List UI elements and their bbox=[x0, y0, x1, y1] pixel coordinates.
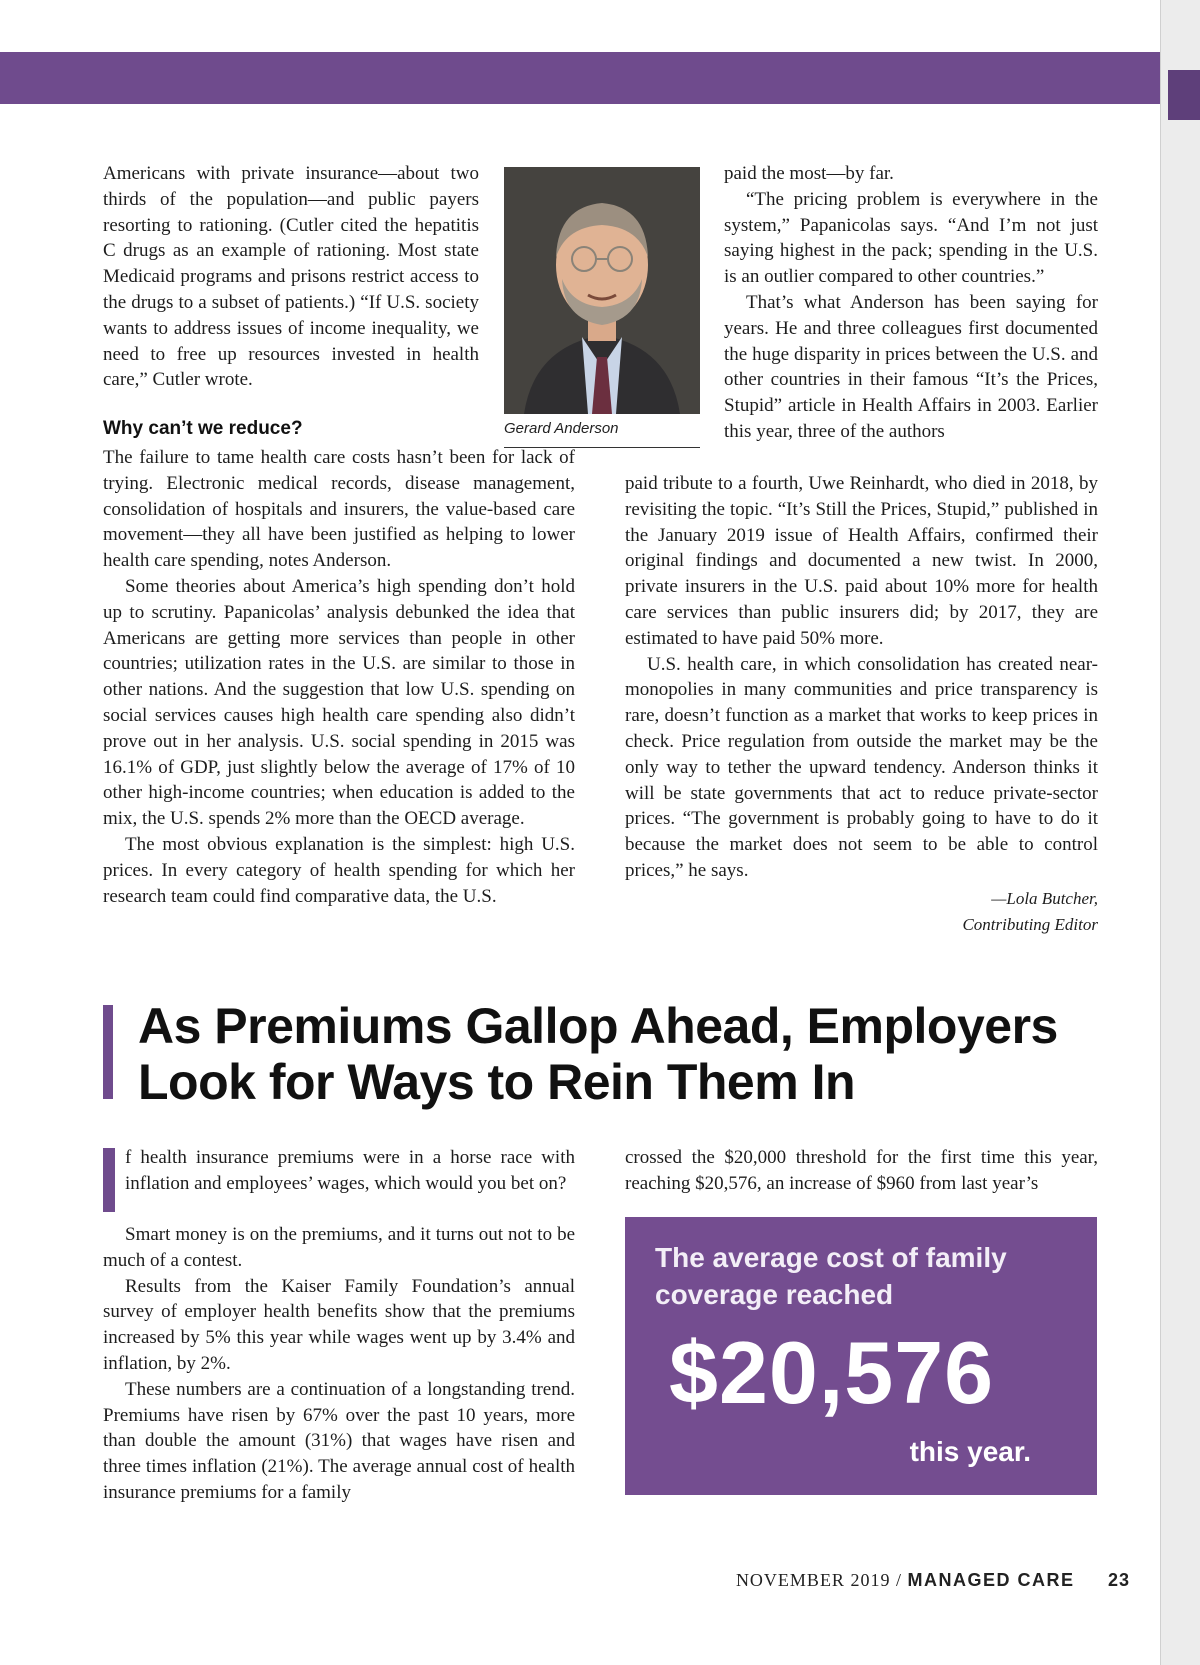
article-first-paragraph bbox=[125, 1145, 575, 1197]
paragraph: Some theories about America’s high spending don’t hold up to scrutiny. Papanicolas’ analysis debunked the idea that Americans are getting more services than people in other countries; utilization rates in the U.S. are similar to those in other nations. And the suggestion that low U.S. spending on social services causes high health care spending also didn’t prove out in her analysis. U.S. social spending in 2015 was 16.1% of GDP, just slightly below the average of 17% of 10 other high-income countries; when education is added to the mix, the U.S. spends 2% more than the OECD average. bbox=[103, 575, 575, 830]
page-edge-gutter bbox=[1160, 0, 1200, 1665]
footer-date: NOVEMBER 2019 / bbox=[735, 1570, 902, 1590]
paragraph: These numbers are a continuation of a longstanding trend. Premiums have risen by 67% over the past 10 years, more than double the amount (31%) that wages have risen and three times inflation (21%). The average annual cost of health insurance premiums for a family bbox=[103, 1378, 575, 1503]
paragraph: paid the most—by far. bbox=[724, 163, 894, 184]
headline-line-1: As Premiums Gallop Ahead, Employers bbox=[138, 998, 1058, 1054]
callout-box bbox=[625, 1217, 1097, 1495]
drop-cap-bar bbox=[103, 1148, 115, 1212]
paragraph: Americans with private insurance—about two thirds of the population—and public payers resorting to rationing. (Cutler cited the hepatitis C drugs as an example of rationing. Most state Medicaid programs and prisons restrict access to the drugs to a subset of patients.) “If U.S. society wants to address issues of income inequality, we need to free up resources invested in health care,” Cutler wrote. bbox=[103, 163, 479, 391]
callout-amount: $20,576 bbox=[669, 1323, 995, 1422]
paragraph: paid tribute to a fourth, Uwe Reinhardt, who died in 2018, by revisiting the topic. “It’s Still the Prices, Stupid,” published in the January 2019 issue of Health Affairs, confirmed their original findings and documented a new twist. In 2000, private insurers in the U.S. paid about 10% more for health care services than public insurers did; by 2017, they are estimated to have paid 50% more. bbox=[625, 473, 1098, 649]
paragraph: The most obvious explanation is the simplest: high U.S. prices. In every category of health spending for which her research team could find comparative data, the U.S. bbox=[103, 833, 575, 907]
headline-accent-bar bbox=[103, 1005, 113, 1099]
byline-role: Contributing Editor bbox=[962, 915, 1098, 934]
page-footer bbox=[700, 1568, 1130, 1594]
section-subhead: Why can’t we reduce? bbox=[103, 418, 303, 439]
byline bbox=[962, 886, 1098, 938]
paragraph: f health insurance premiums were in a horse race with inflation and employees’ wages, which would you bet on? bbox=[125, 1147, 575, 1194]
left-column-top bbox=[103, 161, 479, 393]
photo-caption: Gerard Anderson bbox=[504, 420, 619, 437]
page-number: 23 bbox=[1107, 1570, 1130, 1590]
photo-gerard-anderson bbox=[504, 167, 700, 414]
page-edge-tab bbox=[1168, 70, 1200, 120]
paragraph: Smart money is on the premiums, and it turns out not to be much of a contest. bbox=[103, 1224, 575, 1271]
paragraph: crossed the $20,000 threshold for the first time this year, reaching $20,576, an increase of $960 from last year’s bbox=[625, 1147, 1098, 1194]
paragraph: U.S. health care, in which consolidation has created near-monopolies in many communities and price transparency is rare, doesn’t function as a market that works to keep prices in check. Price regulation from outside the market may be the only way to tether the upward tendency. Anderson thinks it will be state governments that act to reduce private-sector prices. “The government is probably going to have to do it because the market does not seem to be able to control prices,” he says. bbox=[625, 653, 1098, 881]
article-left-column bbox=[103, 1222, 575, 1506]
byline-author: —Lola Butcher, bbox=[991, 889, 1098, 908]
header-bar bbox=[0, 52, 1160, 104]
right-column-mid bbox=[625, 471, 1098, 884]
paragraph: That’s what Anderson has been saying for years. He and three colleagues first documented the huge disparity in prices between the U.S. and other countries in their famous “It’s the Prices, Stupid” article in Health Affairs in 2003. Earlier this year, three of the authors bbox=[724, 291, 1098, 442]
paragraph: The failure to tame health care costs hasn’t been for lack of trying. Electronic medical records, disease management, consolidation of hospitals and insurers, the value-based care movement—they all have been justified as helping to lower health care spending, notes Anderson. bbox=[103, 447, 575, 572]
callout-text: The average cost of family coverage reached bbox=[655, 1242, 1007, 1310]
footer-magazine: MANAGED CARE bbox=[907, 1570, 1075, 1590]
headline-line-2: Look for Ways to Rein Them In bbox=[138, 1054, 856, 1110]
article-right-column bbox=[625, 1145, 1098, 1197]
portrait-image bbox=[504, 167, 700, 414]
callout-suffix: this year. bbox=[909, 1436, 1031, 1467]
paragraph: “The pricing problem is everywhere in the system,” Papanicolas says. “And I’m not just saying highest in the pack; spending in the U.S. is an outlier compared to other countries.” bbox=[724, 188, 1098, 288]
left-column-mid bbox=[103, 445, 575, 909]
right-column-top bbox=[724, 161, 1098, 445]
paragraph: Results from the Kaiser Family Foundation’s annual survey of employer health benefits show that the premiums increased by 5% this year while wages went up by 3.4% and inflation, by 2%. bbox=[103, 1275, 575, 1374]
article-headline bbox=[138, 998, 1058, 1110]
